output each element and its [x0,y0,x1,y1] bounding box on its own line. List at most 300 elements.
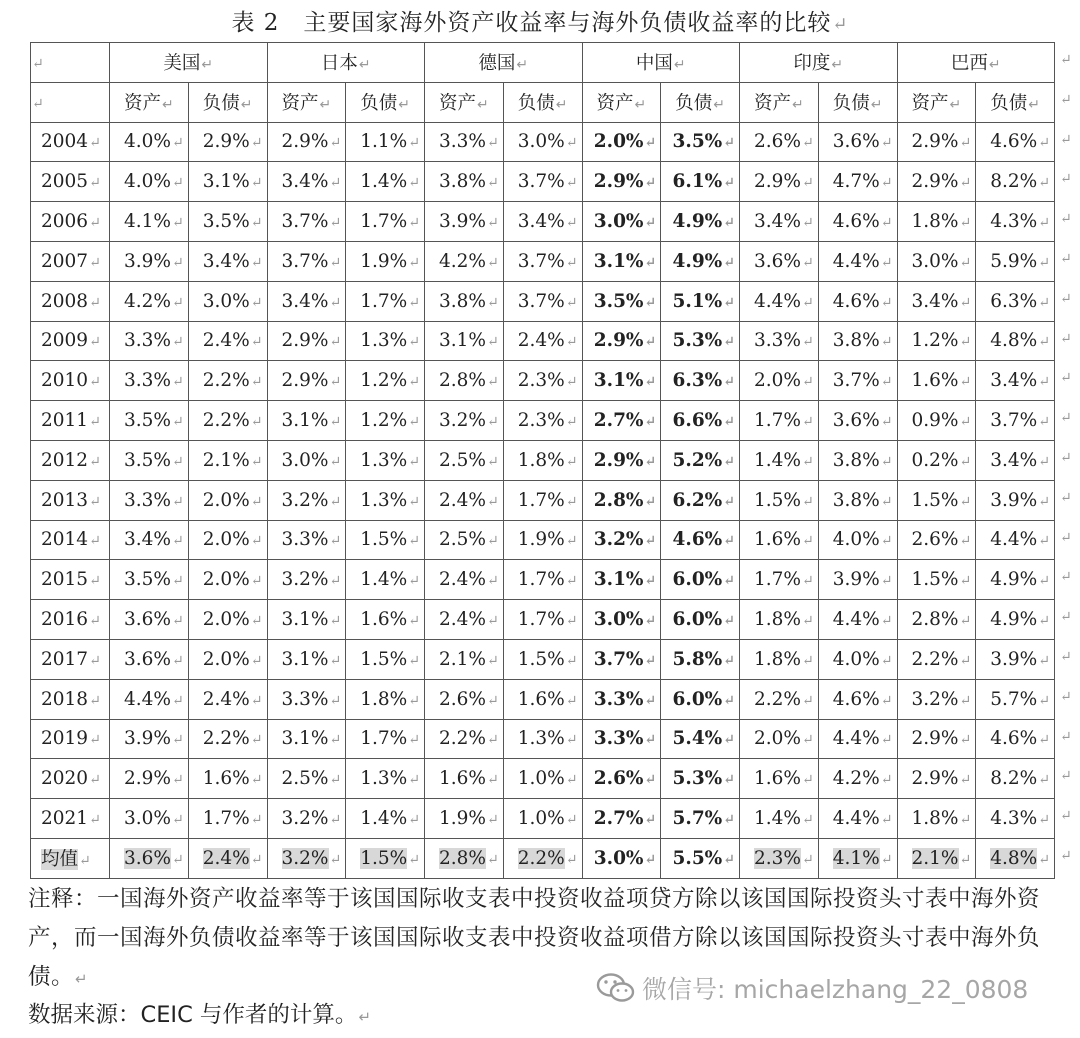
paragraph-mark: ↵ [723,414,735,431]
cell-value: 4.9% [990,609,1038,631]
value-cell [582,162,661,202]
average-value [661,838,740,878]
paragraph-mark: ↵ [959,613,972,630]
value-cell [582,679,661,719]
value-cell [425,520,504,560]
cell-value: 3.0% [517,131,565,153]
country-header [582,43,740,83]
cell-value: 3.8% [832,330,880,352]
paragraph-mark: ↵ [89,453,101,470]
cell-value: 3.1% [281,609,329,631]
cell-value: 3.0% [281,449,329,471]
cell-value: 3.4% [202,250,250,272]
value-cell [818,520,897,560]
cell-value: 2.0% [202,648,250,670]
paragraph-mark: ↵ [723,254,735,271]
paragraph-mark: ↵ [959,215,972,232]
paragraph-mark: ↵ [172,334,184,351]
cell-value: 2.4% [439,609,487,631]
paragraph-mark: ↵ [802,135,814,152]
cell-value: 2.1% [202,449,250,471]
average-value [897,838,976,878]
sub-header [503,82,582,122]
value-cell [740,241,819,281]
value-cell [582,281,661,321]
value-cell [661,560,740,600]
paragraph-mark: ↵ [565,215,578,232]
paragraph-mark: ↵ [329,772,342,789]
value-cell [582,759,661,799]
value-cell [818,241,897,281]
value-cell [897,799,976,839]
paragraph-mark: ↵ [802,414,814,431]
cell-value: 5.3% [672,330,723,352]
paragraph-mark: ↵ [959,732,972,749]
paragraph-mark: ↵ [89,294,101,311]
cell-value: 1.6% [360,609,408,631]
cell-value: 4.1% [832,847,880,869]
paragraph-mark: ↵ [487,533,499,550]
cell-value: 2.1% [911,847,959,869]
paragraph-mark: ↵ [89,732,101,749]
paragraph-mark: ↵ [487,453,499,470]
cell-value: 3.3% [593,688,644,710]
sub-header [188,82,267,122]
cell-value: 4.4% [990,529,1038,551]
row-end-mark: ↵ [1060,410,1072,426]
year-cell [31,122,110,162]
paragraph-mark: ↵ [723,493,735,510]
cell-value: 4.2% [832,768,880,790]
cell-value: 2010 [41,370,89,392]
cell-value: 4.6% [990,728,1038,750]
paragraph-mark: ↵ [802,692,814,709]
paragraph-mark: ↵ [723,294,735,311]
average-value [425,838,504,878]
cell-value: 3.4% [281,171,329,193]
paragraph-mark: ↵ [89,334,101,351]
cell-value: 4.6% [672,529,723,551]
value-cell [740,639,819,679]
cell-value: 3.1% [281,648,329,670]
value-cell [346,679,425,719]
paragraph-mark: ↵ [644,692,657,709]
value-cell [897,639,976,679]
cell-value: 2.9% [911,171,959,193]
value-cell [976,520,1055,560]
value-cell [267,600,346,640]
cell-value: 1.2% [360,410,408,432]
cell-value: 2.2% [202,370,250,392]
value-cell [897,600,976,640]
row-end-mark: ↵ [1060,450,1072,466]
cell-value: 1.5% [360,847,408,869]
paragraph-mark: ↵ [172,732,184,749]
average-value [110,838,189,878]
paragraph-mark: ↵ [565,573,578,590]
value-cell [661,520,740,560]
year-cell [31,440,110,480]
row-end-mark: ↵ [1060,370,1072,386]
paragraph-mark: ↵ [329,453,342,470]
paragraph-mark: ↵ [172,414,184,431]
paragraph-mark: ↵ [959,851,972,868]
paragraph-mark: ↵ [329,692,342,709]
year-cell [31,600,110,640]
value-cell [582,440,661,480]
cell-value: 1.4% [360,171,408,193]
paragraph-mark: ↵ [792,97,804,114]
cell-value: 2.4% [202,330,250,352]
paragraph-mark: ↵ [89,573,101,590]
value-cell [897,440,976,480]
paragraph-mark: ↵ [644,135,657,152]
paragraph-mark: ↵ [880,374,893,391]
cell-value: 1.7% [202,808,250,830]
cell-value: 3.1% [202,171,250,193]
paragraph-mark: ↵ [79,853,91,870]
average-value [740,838,819,878]
paragraph-mark: ↵ [959,254,972,271]
paragraph-mark: ↵ [408,652,420,669]
cell-value: 3.3% [754,330,802,352]
paragraph-mark: ↵ [1038,533,1050,550]
value-cell [818,759,897,799]
paragraph-mark: ↵ [802,215,814,232]
paragraph-mark: ↵ [644,414,657,431]
cell-value: 1.7% [360,728,408,750]
value-cell [188,600,267,640]
value-cell [503,281,582,321]
cell-value: 中国 [635,53,673,75]
paragraph-mark: ↵ [723,613,735,630]
paragraph-mark: ↵ [644,215,657,232]
paragraph-mark: ↵ [408,613,420,630]
paragraph-mark: ↵ [358,57,371,74]
value-cell [346,480,425,520]
paragraph-mark: ↵ [959,812,972,829]
value-cell [740,321,819,361]
paragraph-mark: ↵ [1038,334,1050,351]
paragraph-mark: ↵ [89,175,101,192]
cell-value: 3.4% [911,290,959,312]
header-row-subheaders [31,82,1055,122]
value-cell [267,799,346,839]
cell-value: 1.8% [517,449,565,471]
value-cell [976,122,1055,162]
value-cell [740,122,819,162]
value-cell [503,600,582,640]
year-cell [31,560,110,600]
paragraph-mark: ↵ [398,97,410,114]
value-cell [818,401,897,441]
value-cell [346,281,425,321]
paragraph-mark: ↵ [408,692,420,709]
paragraph-mark: ↵ [723,772,735,789]
cell-value: 2017 [41,648,89,670]
cell-value: 负债 [517,93,555,115]
value-cell [188,679,267,719]
cell-value: 3.4% [124,529,172,551]
paragraph-mark: ↵ [487,294,499,311]
value-cell [110,321,189,361]
cell-value: 1.5% [360,648,408,670]
paragraph-mark: ↵ [250,254,263,271]
cell-value: 2006 [41,211,89,233]
cell-value: 3.0% [593,211,644,233]
cell-value: 3.5% [202,211,250,233]
cell-value: 3.5% [672,131,723,153]
paragraph-mark: ↵ [565,175,578,192]
country-header [740,43,898,83]
value-cell [110,520,189,560]
paragraph-mark: ↵ [516,57,529,74]
paragraph-mark: ↵ [487,652,499,669]
value-cell [818,281,897,321]
cell-value: 1.2% [911,330,959,352]
value-cell [267,241,346,281]
year-cell [31,759,110,799]
value-cell [346,520,425,560]
cell-value: 3.0% [202,290,250,312]
cell-value: 5.7% [672,808,723,830]
paragraph-mark: ↵ [408,812,420,829]
cell-value: 3.9% [990,489,1038,511]
value-cell [976,719,1055,759]
value-cell [188,122,267,162]
value-cell [503,639,582,679]
cell-value: 2.6% [593,768,644,790]
cell-value: 1.8% [360,688,408,710]
table-row [31,719,1055,759]
value-cell [346,202,425,242]
paragraph-mark: ↵ [487,135,499,152]
paragraph-mark: ↵ [555,97,568,114]
value-cell [582,600,661,640]
paragraph-mark: ↵ [959,692,972,709]
cell-value: 4.4% [124,688,172,710]
value-cell [897,162,976,202]
value-cell [818,679,897,719]
cell-value: 1.3% [360,449,408,471]
paragraph-mark: ↵ [89,652,101,669]
cell-value: 3.3% [593,728,644,750]
cell-value: 2007 [41,250,89,272]
value-cell [110,719,189,759]
paragraph-mark: ↵ [329,414,342,431]
cell-value: 3.5% [124,569,172,591]
value-cell [346,162,425,202]
year-cell [31,719,110,759]
cell-value: 美国 [163,53,201,75]
value-cell [661,401,740,441]
cell-value: 4.0% [832,648,880,670]
cell-value: 2005 [41,171,89,193]
paragraph-mark: ↵ [89,812,101,829]
value-cell [976,560,1055,600]
table-row [31,361,1055,401]
value-cell [503,759,582,799]
paragraph-mark: ↵ [408,254,420,271]
paragraph-mark: ↵ [959,414,972,431]
cell-value: 3.7% [517,171,565,193]
cell-value: 2.2% [202,410,250,432]
cell-value: 6.3% [990,290,1038,312]
cell-value: 3.9% [990,648,1038,670]
cell-value: 3.3% [439,131,487,153]
cell-value: 6.2% [672,489,723,511]
value-cell [267,759,346,799]
cell-value: 1.7% [754,569,802,591]
paragraph-mark: ↵ [644,573,657,590]
value-cell [267,679,346,719]
paragraph-mark: ↵ [1038,254,1050,271]
value-cell [818,361,897,401]
value-cell [976,639,1055,679]
paragraph-mark: ↵ [802,254,814,271]
value-cell [976,361,1055,401]
value-cell [976,202,1055,242]
cell-value: 3.2% [439,410,487,432]
value-cell [818,202,897,242]
cell-value: 3.7% [517,290,565,312]
paragraph-mark: ↵ [250,334,263,351]
paragraph-mark: ↵ [565,692,578,709]
value-cell [267,520,346,560]
paragraph-mark: ↵ [831,57,844,74]
paragraph-mark: ↵ [408,732,420,749]
value-cell [661,361,740,401]
table-row [31,162,1055,202]
sub-header [818,82,897,122]
value-cell [267,122,346,162]
sub-header [661,82,740,122]
table-row [31,480,1055,520]
paragraph-mark: ↵ [1038,215,1050,232]
cell-value: 3.3% [124,370,172,392]
paragraph-mark: ↵ [329,652,342,669]
cell-value: 2.5% [439,529,487,551]
cell-value: 3.6% [124,847,172,869]
paragraph-mark: ↵ [802,573,814,590]
value-cell [897,202,976,242]
value-cell [661,202,740,242]
cell-value: 1.6% [754,768,802,790]
table-row [31,799,1055,839]
paragraph-mark: ↵ [723,175,735,192]
paragraph-mark: ↵ [644,493,657,510]
table-row [31,759,1055,799]
cell-value: 4.9% [672,211,723,233]
year-cell [31,321,110,361]
paragraph-mark: ↵ [240,97,253,114]
paragraph-mark: ↵ [250,453,263,470]
cell-value: 4.1% [124,211,172,233]
paragraph-mark: ↵ [329,175,342,192]
value-cell [582,719,661,759]
value-cell [425,321,504,361]
paragraph-mark: ↵ [329,613,342,630]
cell-value: 1.0% [517,808,565,830]
sub-header [425,82,504,122]
paragraph-mark: ↵ [329,533,342,550]
value-cell [740,361,819,401]
value-cell [818,639,897,679]
paragraph-mark: ↵ [89,493,101,510]
value-cell [818,719,897,759]
value-cell [503,520,582,560]
paragraph-mark: ↵ [565,613,578,630]
cell-value: 2009 [41,330,89,352]
paragraph-mark: ↵ [408,215,420,232]
paragraph-mark: ↵ [477,97,489,114]
value-cell [267,202,346,242]
cell-value: 2.6% [439,688,487,710]
paragraph-mark: ↵ [802,374,814,391]
value-cell [110,799,189,839]
value-cell [425,202,504,242]
paragraph-mark: ↵ [723,135,735,152]
cell-value: 2021 [41,808,89,830]
value-cell [740,719,819,759]
value-cell [188,440,267,480]
cell-value: 2.5% [439,449,487,471]
value-cell [740,759,819,799]
cell-value: 1.0% [517,768,565,790]
cell-value: 资产 [439,93,477,115]
value-cell [425,241,504,281]
cell-value: 2.9% [911,131,959,153]
average-value [818,838,897,878]
cell-value: 1.9% [360,250,408,272]
cell-value: 3.1% [593,569,644,591]
paragraph-mark: ↵ [89,374,101,391]
cell-value: 3.5% [124,449,172,471]
cell-value: 3.7% [593,648,644,670]
cell-value: 3.7% [832,370,880,392]
paragraph-mark: ↵ [565,414,578,431]
value-cell [110,679,189,719]
value-cell [188,639,267,679]
cell-value: 资产 [596,93,634,115]
cell-value: 3.2% [911,688,959,710]
cell-value: 1.9% [517,529,565,551]
paragraph-mark: ↵ [565,851,578,868]
value-cell [425,759,504,799]
value-cell [425,361,504,401]
row-end-mark: ↵ [1060,848,1072,864]
paragraph-mark: ↵ [319,97,332,114]
paragraph-mark: ↵ [880,453,893,470]
value-cell [267,639,346,679]
cell-value: 2.9% [124,768,172,790]
value-cell [740,799,819,839]
value-cell [346,639,425,679]
cell-value: 2.2% [202,728,250,750]
paragraph-mark: ↵ [32,55,44,72]
value-cell [425,162,504,202]
paragraph-mark: ↵ [89,215,101,232]
data-source [28,997,371,1035]
paragraph-mark: ↵ [89,613,101,630]
paragraph-mark: ↵ [250,573,263,590]
cell-value: 5.2% [672,449,723,471]
value-cell [110,162,189,202]
paragraph-mark: ↵ [329,374,342,391]
cell-value: 0.9% [911,410,959,432]
cell-value: 负债 [990,93,1028,115]
paragraph-mark: ↵ [644,294,657,311]
